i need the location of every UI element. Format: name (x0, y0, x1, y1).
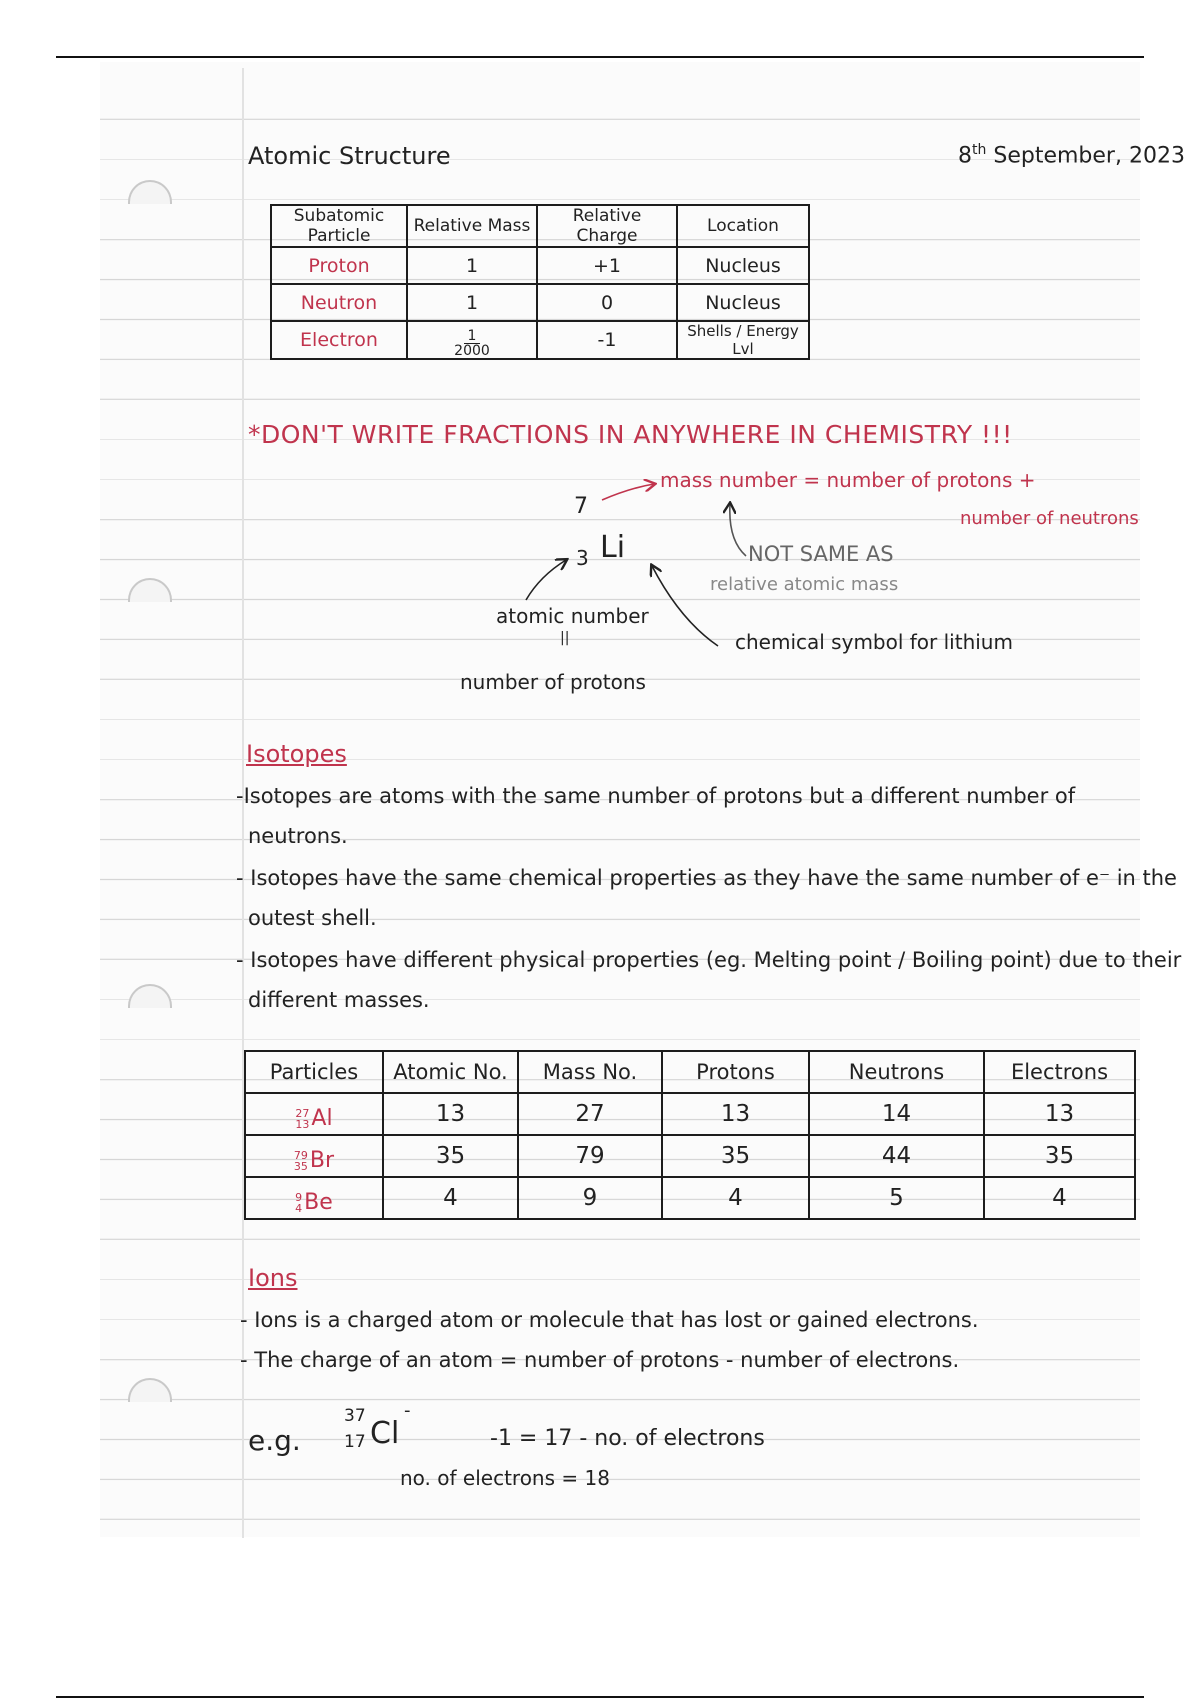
neutrons-cell: 14 (809, 1093, 984, 1135)
isotope-notation (294, 1148, 334, 1173)
equals-mark: || (560, 630, 570, 646)
symbol-arrow (652, 566, 718, 646)
isotope-point-line: outest shell. (248, 906, 377, 930)
atomic-number-value: 3 (576, 546, 589, 570)
date-rest: September, 2023 (993, 143, 1185, 169)
symbol-label: chemical symbol for lithium (735, 630, 1013, 654)
electrons-cell: 35 (984, 1135, 1135, 1177)
column-header: Mass No. (518, 1051, 662, 1093)
particle-notation-cell (245, 1135, 383, 1177)
charge-equation: -1 = 17 - no. of electrons (490, 1426, 765, 1451)
date-day: 8 (958, 143, 972, 169)
isotope-mass: 27 (295, 1106, 310, 1120)
fraction-denominator: 2000 (454, 342, 490, 359)
relative-atomic-mass-note: relative atomic mass (710, 574, 899, 595)
bottom-rule (56, 1696, 1144, 1698)
mass-number-value: 7 (574, 494, 588, 519)
neutrons-cell: 5 (809, 1177, 984, 1219)
particle-cell: Electron (271, 321, 407, 359)
isotope-atomic: 13 (295, 1117, 310, 1131)
protons-label: number of protons (460, 670, 646, 694)
not-same-note: NOT SAME AS (748, 542, 894, 566)
table-row (245, 1135, 1135, 1177)
ions-heading: Ions (248, 1264, 298, 1292)
table-header-row (245, 1051, 1135, 1093)
date-suffix: th (972, 142, 987, 158)
column-header: Electrons (984, 1051, 1135, 1093)
page-title: Atomic Structure (248, 142, 451, 170)
mass-no-cell: 9 (518, 1177, 662, 1219)
element-symbol: Li (600, 530, 626, 565)
example-mass-number: 37 (344, 1406, 366, 1426)
isotope-point-line: -Isotopes are atoms with the same number of protons but a different number of (236, 784, 1076, 808)
neutrons-cell: 44 (809, 1135, 984, 1177)
electron-result: no. of electrons = 18 (400, 1466, 610, 1490)
protons-cell: 4 (662, 1177, 809, 1219)
example-symbol: Cl (370, 1416, 400, 1451)
electrons-cell: 13 (984, 1093, 1135, 1135)
not-same-arrow (730, 504, 746, 556)
column-header: Atomic No. (383, 1051, 518, 1093)
example-label: e.g. (248, 1424, 301, 1457)
mass-no-cell: 79 (518, 1135, 662, 1177)
protons-cell: 13 (662, 1093, 809, 1135)
fraction-numerator: 1 (464, 329, 481, 344)
mass-cell: 1 (407, 284, 537, 321)
isotope-symbol: Be (304, 1190, 333, 1216)
isotope-point-line: - Isotopes have different physical properties (eg. Melting point / Boiling point) due to their (236, 948, 1182, 972)
isotope-point-line: - Isotopes have the same chemical properties as they have the same number of e⁻ in the (236, 866, 1177, 890)
column-header: Neutrons (809, 1051, 984, 1093)
electrons-cell: 4 (984, 1177, 1135, 1219)
example-atomic-number: 17 (344, 1432, 366, 1452)
table-row (245, 1093, 1135, 1135)
ion-point-line: - The charge of an atom = number of protons - number of electrons. (240, 1348, 960, 1372)
isotope-mass: 79 (293, 1148, 308, 1162)
isotope-notation (295, 1190, 333, 1215)
isotope-particle-table (244, 1050, 1136, 1220)
particle-notation-cell (245, 1177, 383, 1219)
isotope-notation (295, 1106, 332, 1131)
isotope-point-line: neutrons. (248, 824, 348, 848)
charge-cell: +1 (537, 247, 677, 284)
warning-note: *DON'T WRITE FRACTIONS IN ANYWHERE IN CHEMISTRY !!! (248, 420, 1013, 449)
isotope-atomic: 35 (293, 1159, 308, 1173)
column-header: Relative Mass (407, 205, 537, 247)
isotope-symbol: Al (311, 1106, 333, 1132)
atomic-no-cell: 4 (383, 1177, 518, 1219)
mass-cell: 1 (407, 247, 537, 284)
particle-notation-cell (245, 1093, 383, 1135)
column-header: Subatomic Particle (271, 205, 407, 247)
column-header: Relative Charge (537, 205, 677, 247)
isotope-point-line: different masses. (248, 988, 430, 1012)
location-cell: Shells / Energy Lvl (677, 321, 809, 359)
column-header: Particles (245, 1051, 383, 1093)
particle-cell: Neutron (271, 284, 407, 321)
charge-cell: -1 (537, 321, 677, 359)
table-row (245, 1177, 1135, 1219)
atomic-arrow (526, 560, 566, 600)
isotope-symbol: Br (309, 1148, 335, 1174)
protons-cell: 35 (662, 1135, 809, 1177)
atomic-number-label: atomic number (496, 604, 649, 628)
isotope-mass: 9 (295, 1190, 303, 1204)
example-charge: - (404, 1400, 411, 1421)
isotope-atomic: 4 (295, 1201, 303, 1215)
atomic-no-cell: 13 (383, 1093, 518, 1135)
atomic-no-cell: 35 (383, 1135, 518, 1177)
location-cell: Nucleus (677, 284, 809, 321)
location-cell: Nucleus (677, 247, 809, 284)
column-header: Protons (662, 1051, 809, 1093)
mass-no-cell: 27 (518, 1093, 662, 1135)
mass-number-label-cont: number of neutrons (960, 508, 1139, 529)
ion-point-line: - Ions is a charged atom or molecule that has lost or gained electrons. (240, 1308, 979, 1332)
mass-arrow (602, 484, 654, 500)
column-header: Location (677, 205, 809, 247)
charge-cell: 0 (537, 284, 677, 321)
particle-cell: Proton (271, 247, 407, 284)
isotopes-heading: Isotopes (246, 740, 347, 768)
mass-number-label: mass number = number of protons + (660, 468, 1036, 492)
